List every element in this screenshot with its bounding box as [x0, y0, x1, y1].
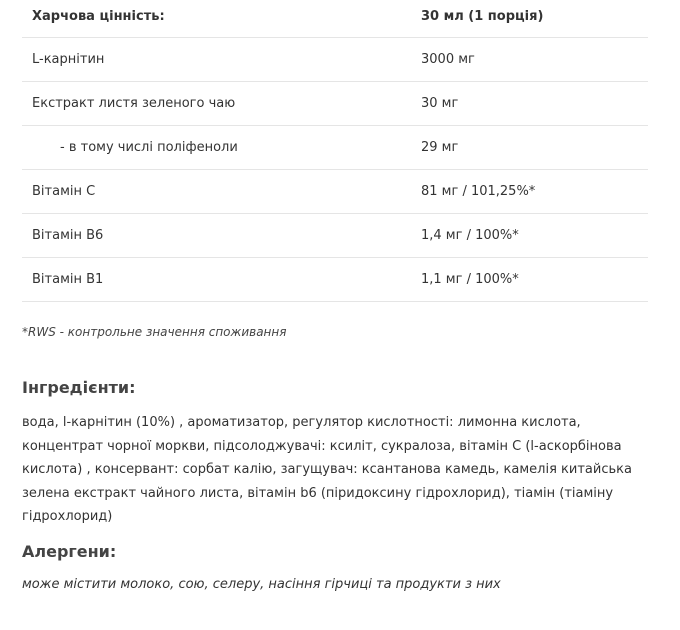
table-row [22, 213, 648, 257]
table-header-value: 30 мл (1 порція) [421, 0, 648, 37]
nutrient-value: 30 мг [421, 81, 648, 125]
table-row [22, 37, 648, 81]
table-row [22, 81, 648, 125]
nutrient-value: 3000 мг [421, 37, 648, 81]
nutrient-name: - в тому числі поліфеноли [22, 125, 421, 169]
nutrient-name: Екстракт листя зеленого чаю [22, 81, 421, 125]
nutrient-value: 1,4 мг / 100%* [421, 213, 648, 257]
table-row [22, 169, 648, 213]
nutrient-name: Вітамін С [22, 169, 421, 213]
nutrition-table [22, 0, 648, 302]
nutrient-value: 81 мг / 101,25%* [421, 169, 648, 213]
nutrient-name: Вітамін В6 [22, 213, 421, 257]
nutrient-value: 1,1 мг / 100%* [421, 257, 648, 301]
allergens-text: може містити молоко, сою, селеру, насіння гірчиці та продукти з них [22, 577, 501, 592]
nutrient-value: 29 мг [421, 125, 648, 169]
ingredients-text: вода, l-карнітин (10%) , ароматизатор, регулятор кислотності: лимонна кислота, концентрат чорної моркви, підсолоджувачі: ксиліт, сукралоза, вітамін С (l-аскорбінова кислота) , консервант: сорбат калію, загущувач: ксантанова камедь, камелія китайська зелена екстракт чайного листа, вітамін b6 (піридоксину гідрохлорид), тіамін (тіаміну гідрохлорид) [22, 415, 632, 524]
table-row [22, 257, 648, 301]
allergens-heading: Алергени: [22, 542, 117, 561]
ingredients-heading: Інгредієнти: [22, 378, 136, 397]
nutrient-name: L-карнітин [22, 37, 421, 81]
table-header-row [22, 0, 648, 37]
table-row [22, 125, 648, 169]
nutrient-name: Вітамін В1 [22, 257, 421, 301]
rws-footnote: *RWS - контрольне значення споживання [22, 325, 287, 339]
table-header-name: Харчова цінність: [22, 0, 421, 37]
